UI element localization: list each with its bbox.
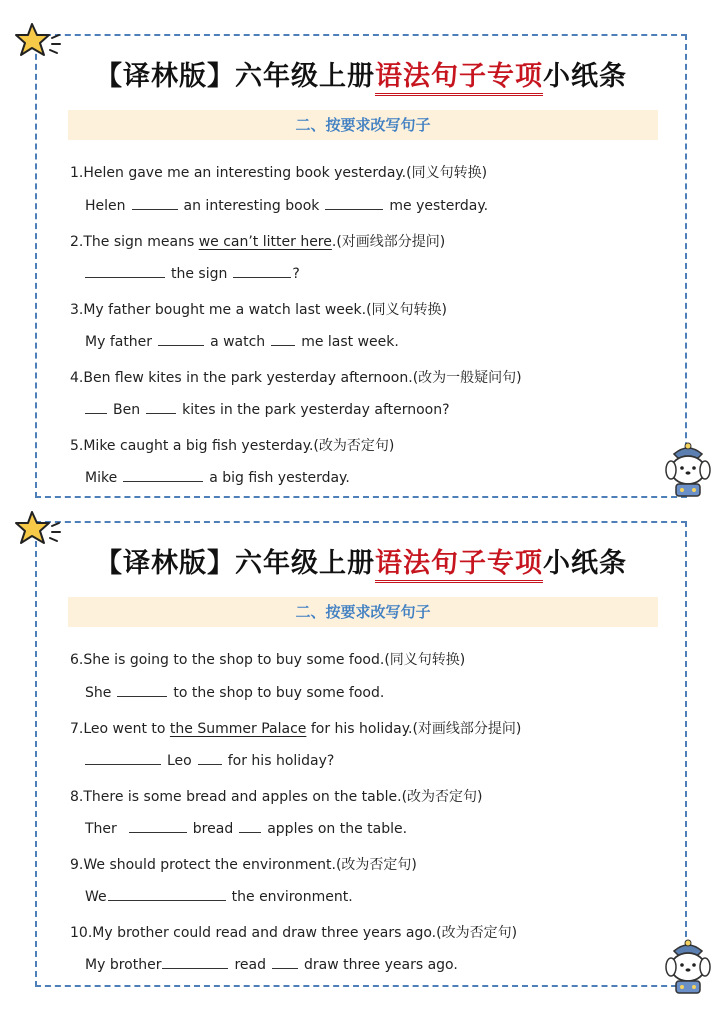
star-sticker-icon [12,20,62,64]
puppy-sticker-icon [658,937,718,997]
blank[interactable] [123,469,203,482]
blank[interactable] [272,956,298,969]
question-4: 4.Ben flew kites in the park yesterday afternoon.(改为一般疑问句) [70,370,522,386]
answer-line-3: My father a watch me last week. [85,334,399,350]
question-7: 7.Leo went to the Summer Palace for his holiday.(对画线部分提问) [70,721,522,737]
blank[interactable] [162,956,228,969]
question-3: 3.My father bought me a watch last week.(同义句转换) [70,302,448,318]
answer-line-8: Ther bread apples on the table. [85,821,408,837]
card-title: 【译林版】六年级上册语法句子专项小纸条 [37,54,685,93]
underlined-phrase: the Summer Palace [169,721,307,737]
question-8: 8.There is some bread and apples on the table.(改为否定句) [70,789,483,805]
question-6: 6.She is going to the shop to buy some food.(同义句转换) [70,652,466,668]
blank[interactable] [233,265,291,278]
section-heading: 二、按要求改写句子 [68,110,658,140]
question-9: 9.We should protect the environment.(改为否定句) [70,857,417,873]
blank[interactable] [198,752,222,765]
star-sticker-icon [12,508,62,552]
question-10: 10.My brother could read and draw three years ago.(改为否定句) [70,925,518,941]
question-2: 2.The sign means we can’t litter here.(对画线部分提问) [70,234,446,250]
blank[interactable] [85,265,165,278]
blank[interactable] [129,820,187,833]
blank[interactable] [325,197,383,210]
blank[interactable] [158,333,204,346]
title-highlight: 语法句子专项 [375,61,543,96]
blank[interactable] [132,197,178,210]
answer-line-5: Mike a big fish yesterday. [85,470,350,486]
question-5: 5.Mike caught a big fish yesterday.(改为否定句) [70,438,395,454]
underlined-phrase: we can’t litter here [198,234,332,250]
answer-line-1: Helen an interesting book me yesterday. [85,198,489,214]
answer-line-6: She to the shop to buy some food. [85,685,385,701]
blank[interactable] [146,401,176,414]
title-highlight: 语法句子专项 [375,548,543,583]
worksheet-card-2 [35,521,687,987]
answer-line-4: Ben kites in the park yesterday afternoon? [85,401,450,418]
blank[interactable] [271,333,295,346]
question-1: 1.Helen gave me an interesting book yesterday.(同义句转换) [70,165,488,181]
blank[interactable] [239,820,261,833]
blank[interactable] [117,684,167,697]
blank[interactable] [85,752,161,765]
blank[interactable] [108,888,226,901]
section-heading: 二、按要求改写句子 [68,597,658,627]
card-title: 【译林版】六年级上册语法句子专项小纸条 [37,541,685,580]
blank[interactable] [85,401,107,414]
answer-line-7: Leo for his holiday? [85,752,334,769]
worksheet-card-1 [35,34,687,498]
answer-line-10: My brother read draw three years ago. [85,957,458,973]
answer-line-9: We the environment. [85,889,353,905]
answer-line-2: the sign ? [85,265,300,282]
puppy-sticker-icon [658,440,718,500]
